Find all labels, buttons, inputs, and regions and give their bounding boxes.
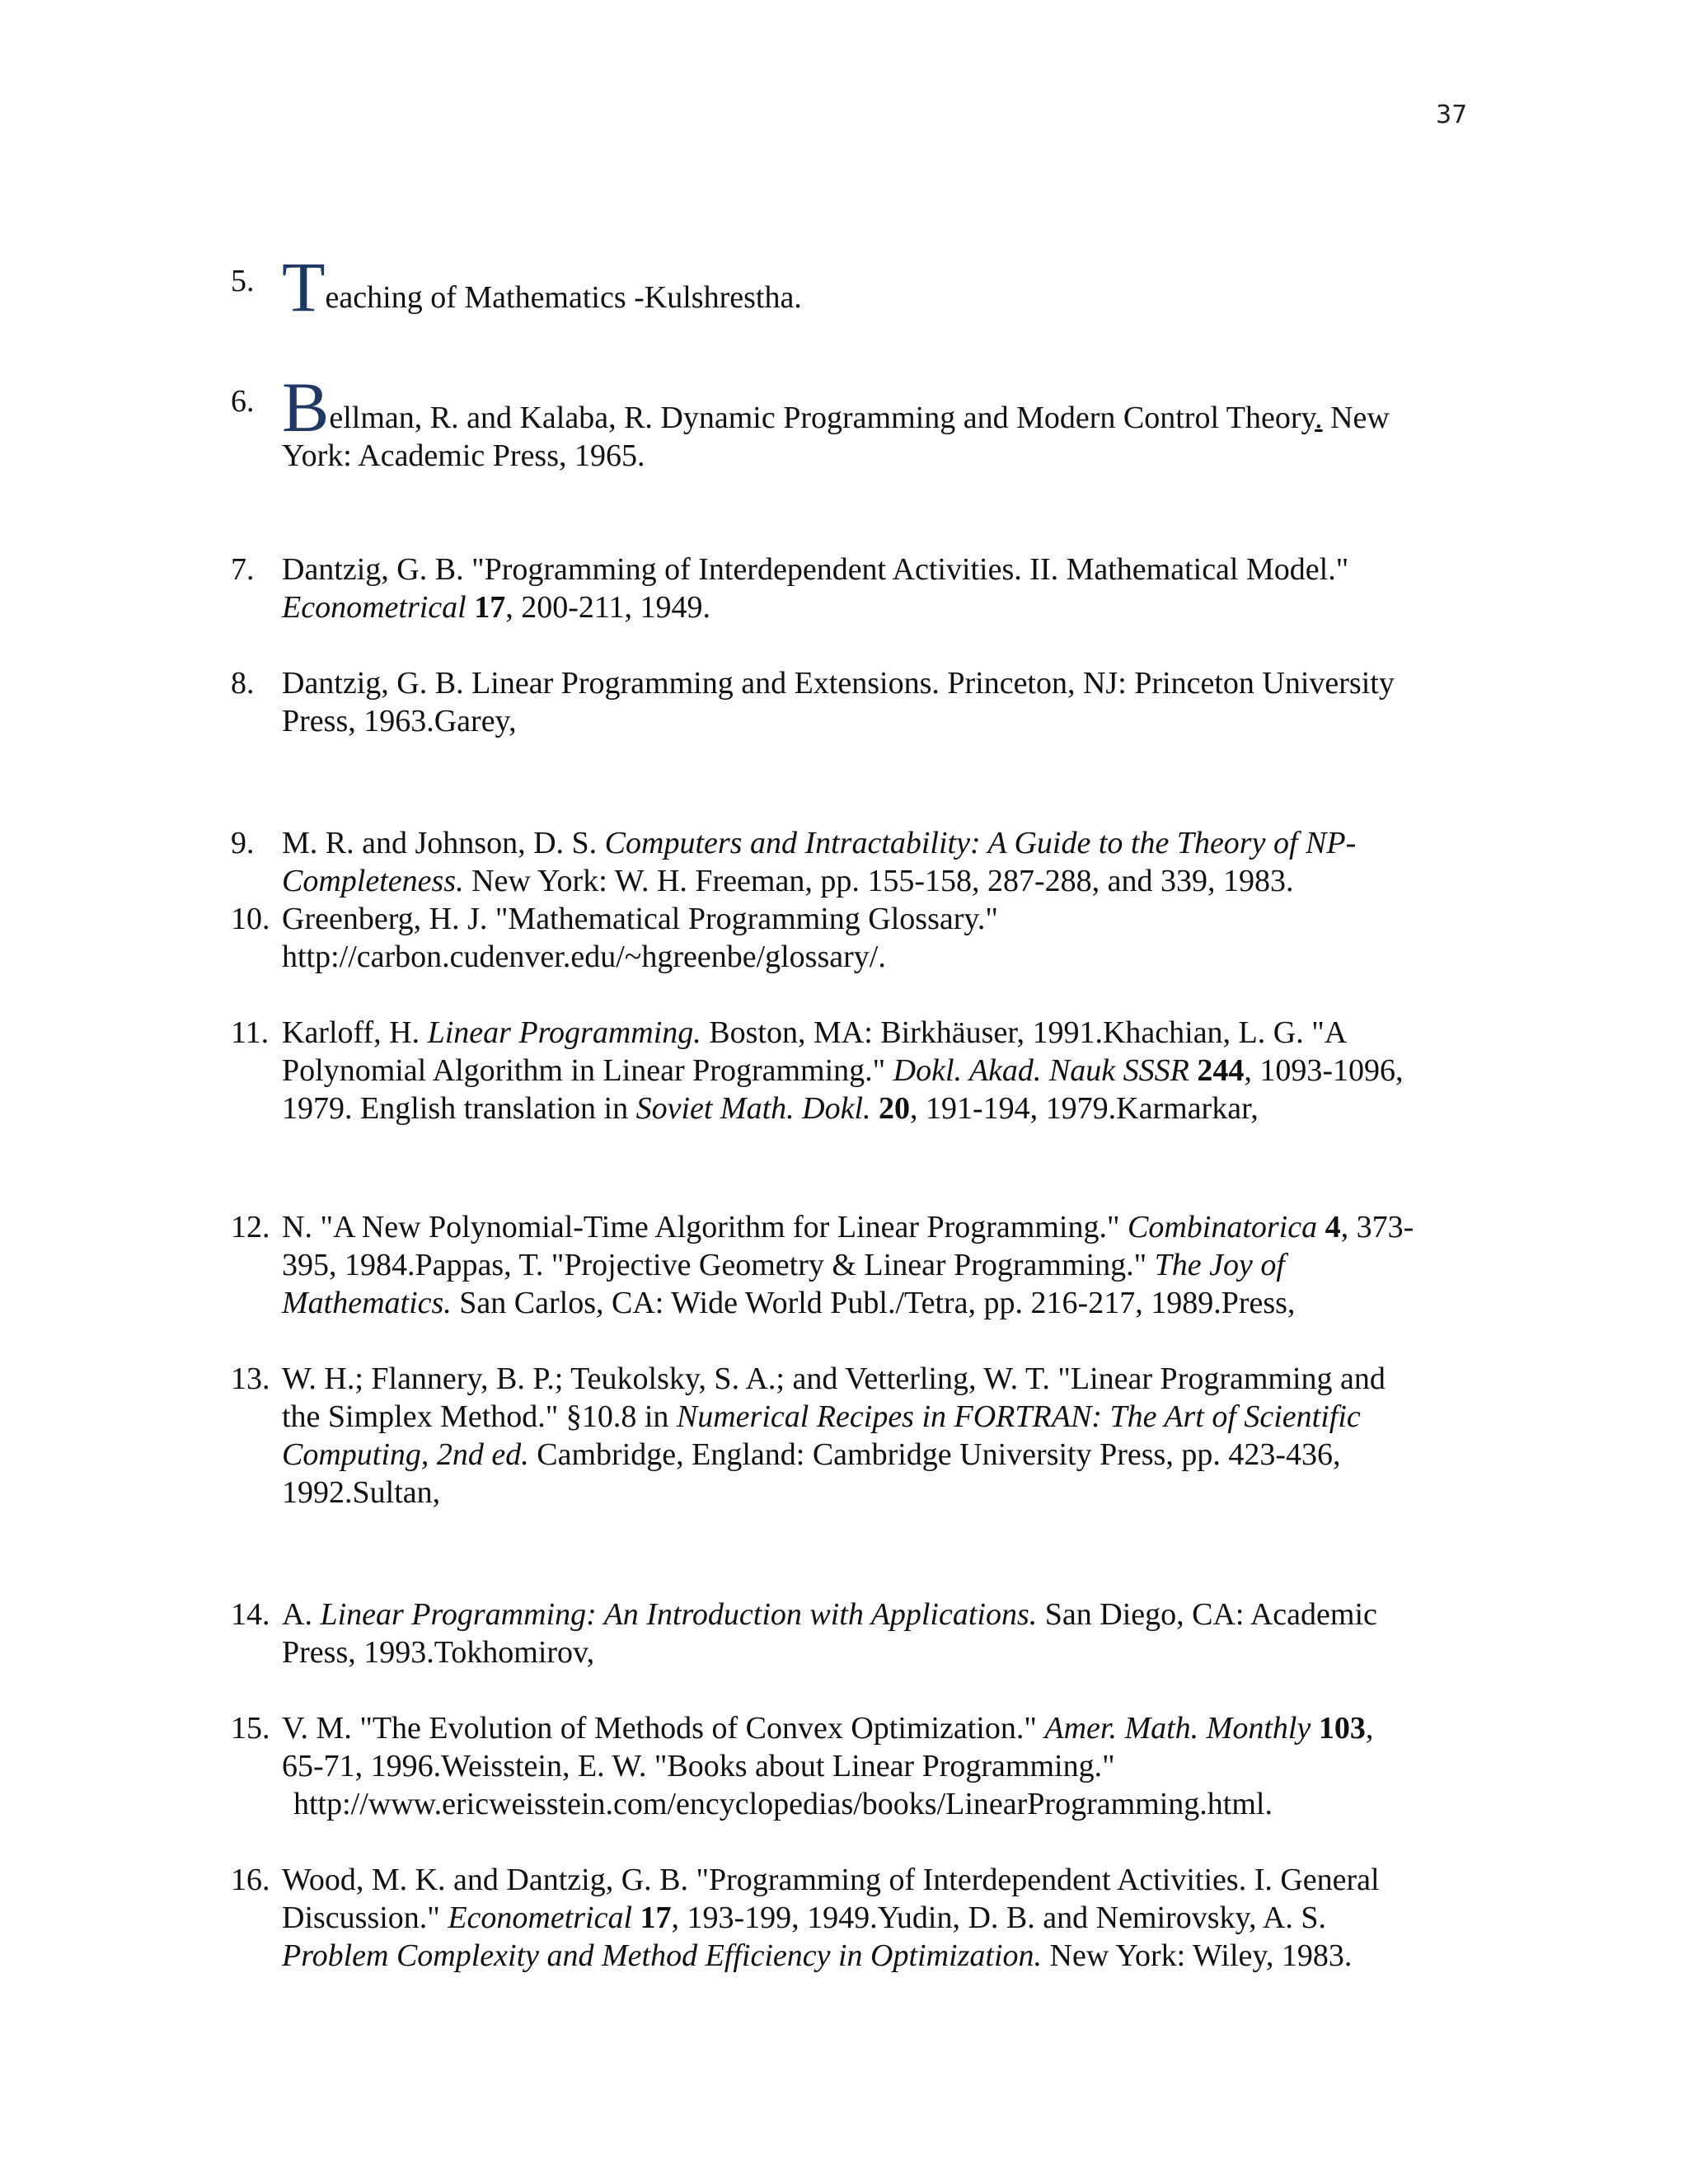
- drop-cap: T: [282, 247, 326, 326]
- reference-number: 11.: [231, 1015, 270, 1050]
- reference-16: 16. Wood, M. K. and Dantzig, G. B. "Programming of Interdependent Activities. I. General Discussion." Econometrical 17, 193-199, 1949.Yudin, D. B. and Nemirovsky, A. S. Problem Complexity and Method Efficiency in Optimization. New York: Wiley, 1983.: [231, 1863, 1380, 1973]
- reference-7: 7. Dantzig, G. B. "Programming of Interdependent Activities. II. Mathematical Model." Econometrical 17, 200-211, 1949.: [231, 552, 1349, 625]
- reference-8: 8. Dantzig, G. B. Linear Programming and Extensions. Princeton, NJ: Princeton University Press, 1963.Garey,: [231, 666, 1395, 738]
- reference-13: 13. W. H.; Flannery, B. P.; Teukolsky, S. A.; and Vetterling, W. T. "Linear Programming and the Simplex Method." §10.8 in Numerical Recipes in FORTRAN: The Art of Scientific Computing, 2nd ed. Cambridge, England: Cambridge University Press, pp. 423-436, 1992.Sultan,: [231, 1361, 1386, 1510]
- page-number: 37: [1436, 101, 1468, 129]
- reference-number: 15.: [231, 1711, 270, 1746]
- reference-9: 9. M. R. and Johnson, D. S. Computers and Intractability: A Guide to the Theory of NP- Completeness. New York: W. H. Freeman, pp. 155-158, 287-288, and 339, 1983.: [231, 826, 1357, 898]
- drop-cap: B: [282, 368, 330, 447]
- reference-number: 12.: [231, 1210, 270, 1244]
- reference-number: 5.: [231, 264, 255, 298]
- reference-number: 13.: [231, 1361, 270, 1396]
- reference-10: 10. Greenberg, H. J. "Mathematical Programming Glossary." http://carbon.cudenver.edu/~hgreenbe/glossary/.: [231, 902, 998, 974]
- reference-11: 11. Karloff, H. Linear Programming. Boston, MA: Birkhäuser, 1991.Khachian, L. G. "A Polynomial Algorithm in Linear Programming." Dokl. Akad. Nauk SSSR 244, 1093-1096, 1979. English translation in Soviet Math. Dokl. 20, 191-194, 1979.Karmarkar,: [231, 1015, 1404, 1126]
- reference-number: 10.: [231, 902, 270, 936]
- reference-12: 12. N. "A New Polynomial-Time Algorithm for Linear Programming." Combinatorica 4, 373- 395, 1984.Pappas, T. "Projective Geometry & Linear Programming." The Joy of Mathematics. San Carlos, CA: Wide World Publ./Tetra, pp. 216-217, 1989.Press,: [231, 1210, 1414, 1320]
- reference-number: 6.: [231, 384, 255, 419]
- reference-number: 8.: [231, 666, 255, 701]
- reference-number: 9.: [231, 826, 255, 860]
- reference-5: 5. Teaching of Mathematics -Kulshrestha.: [231, 247, 802, 326]
- reference-15: 15. V. M. "The Evolution of Methods of Convex Optimization." Amer. Math. Monthly 103, 65-71, 1996.Weisstein, E. W. "Books about Linear Programming." http://www.ericweisstein.com/encyclopedias/books/LinearProgramming.html.: [231, 1711, 1374, 1821]
- reference-6: 6. Bellman, R. and Kalaba, R. Dynamic Programming and Modern Control Theory. New York: Academic Press, 1965.: [231, 368, 1390, 473]
- reference-number: 16.: [231, 1863, 270, 1897]
- reference-14: 14. A. Linear Programming: An Introduction with Applications. San Diego, CA: Academic Press, 1993.Tokhomirov,: [231, 1597, 1377, 1670]
- reference-number: 14.: [231, 1597, 270, 1632]
- reference-number: 7.: [231, 552, 255, 587]
